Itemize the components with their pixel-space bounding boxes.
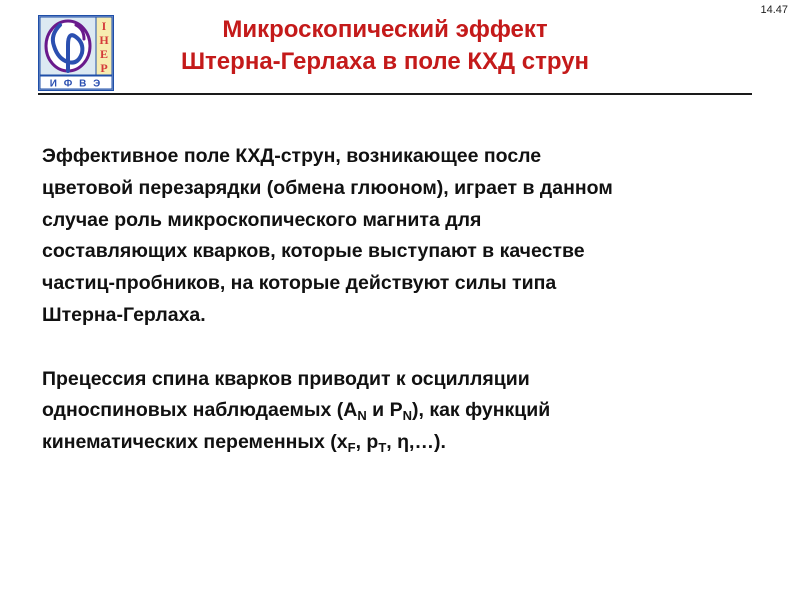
text-fragment: ), как функций [412, 399, 551, 422]
subscript: T [378, 440, 387, 456]
paragraph-1-line: частиц-пробников, на которые действуют силы типа [42, 272, 557, 295]
subscript: N [402, 408, 412, 424]
ihep-logo [38, 15, 114, 91]
text-fragment: кинематических переменных (x [42, 431, 348, 454]
paragraph-gap [42, 332, 762, 364]
title-line-2: Штерна-Герлаха в поле КХД струн [180, 48, 590, 75]
logo-side-letter-2: Н [99, 33, 109, 47]
text-fragment: и P [366, 399, 403, 422]
paragraph-1-line: цветовой перезарядки (обмена глюоном), играет в данном [42, 176, 613, 199]
slide-body [42, 141, 762, 459]
text-fragment: , η,…). [386, 431, 446, 454]
paragraph-1-line: составляющих кварков, которые выступают в качестве [42, 240, 585, 263]
paragraph-2-line-2 [42, 395, 762, 427]
paragraph-2-line-3 [42, 427, 762, 459]
paragraph-1-line: случае роль микроскопического магнита для [42, 208, 482, 231]
paragraph-2-line-1: Прецессия спина кварков приводит к осцилляции [42, 367, 530, 390]
text-fragment: односпиновых наблюдаемых (A [42, 399, 358, 422]
slide-number: 14.47 [760, 4, 788, 16]
paragraph-2 [42, 364, 762, 459]
logo-side-letter-1: І [101, 19, 107, 33]
logo-bottom-letters: И Ф В Э [49, 78, 103, 90]
paragraph-1-line: Штерна-Герлаха. [42, 303, 206, 326]
logo-side-letter-4: Р [100, 61, 108, 75]
paragraph-1 [42, 141, 762, 332]
title-divider [38, 93, 752, 95]
text-fragment: , p [355, 431, 379, 454]
subscript: N [357, 408, 367, 424]
subscript: F [347, 440, 356, 456]
ihep-logo-graphic [38, 15, 114, 91]
logo-side-letter-3: Е [99, 47, 109, 61]
paragraph-1-line: Эффективное поле КХД-струн, возникающее после [42, 145, 542, 167]
slide-title [120, 14, 650, 78]
title-line-1: Микроскопический эффект [222, 16, 548, 43]
